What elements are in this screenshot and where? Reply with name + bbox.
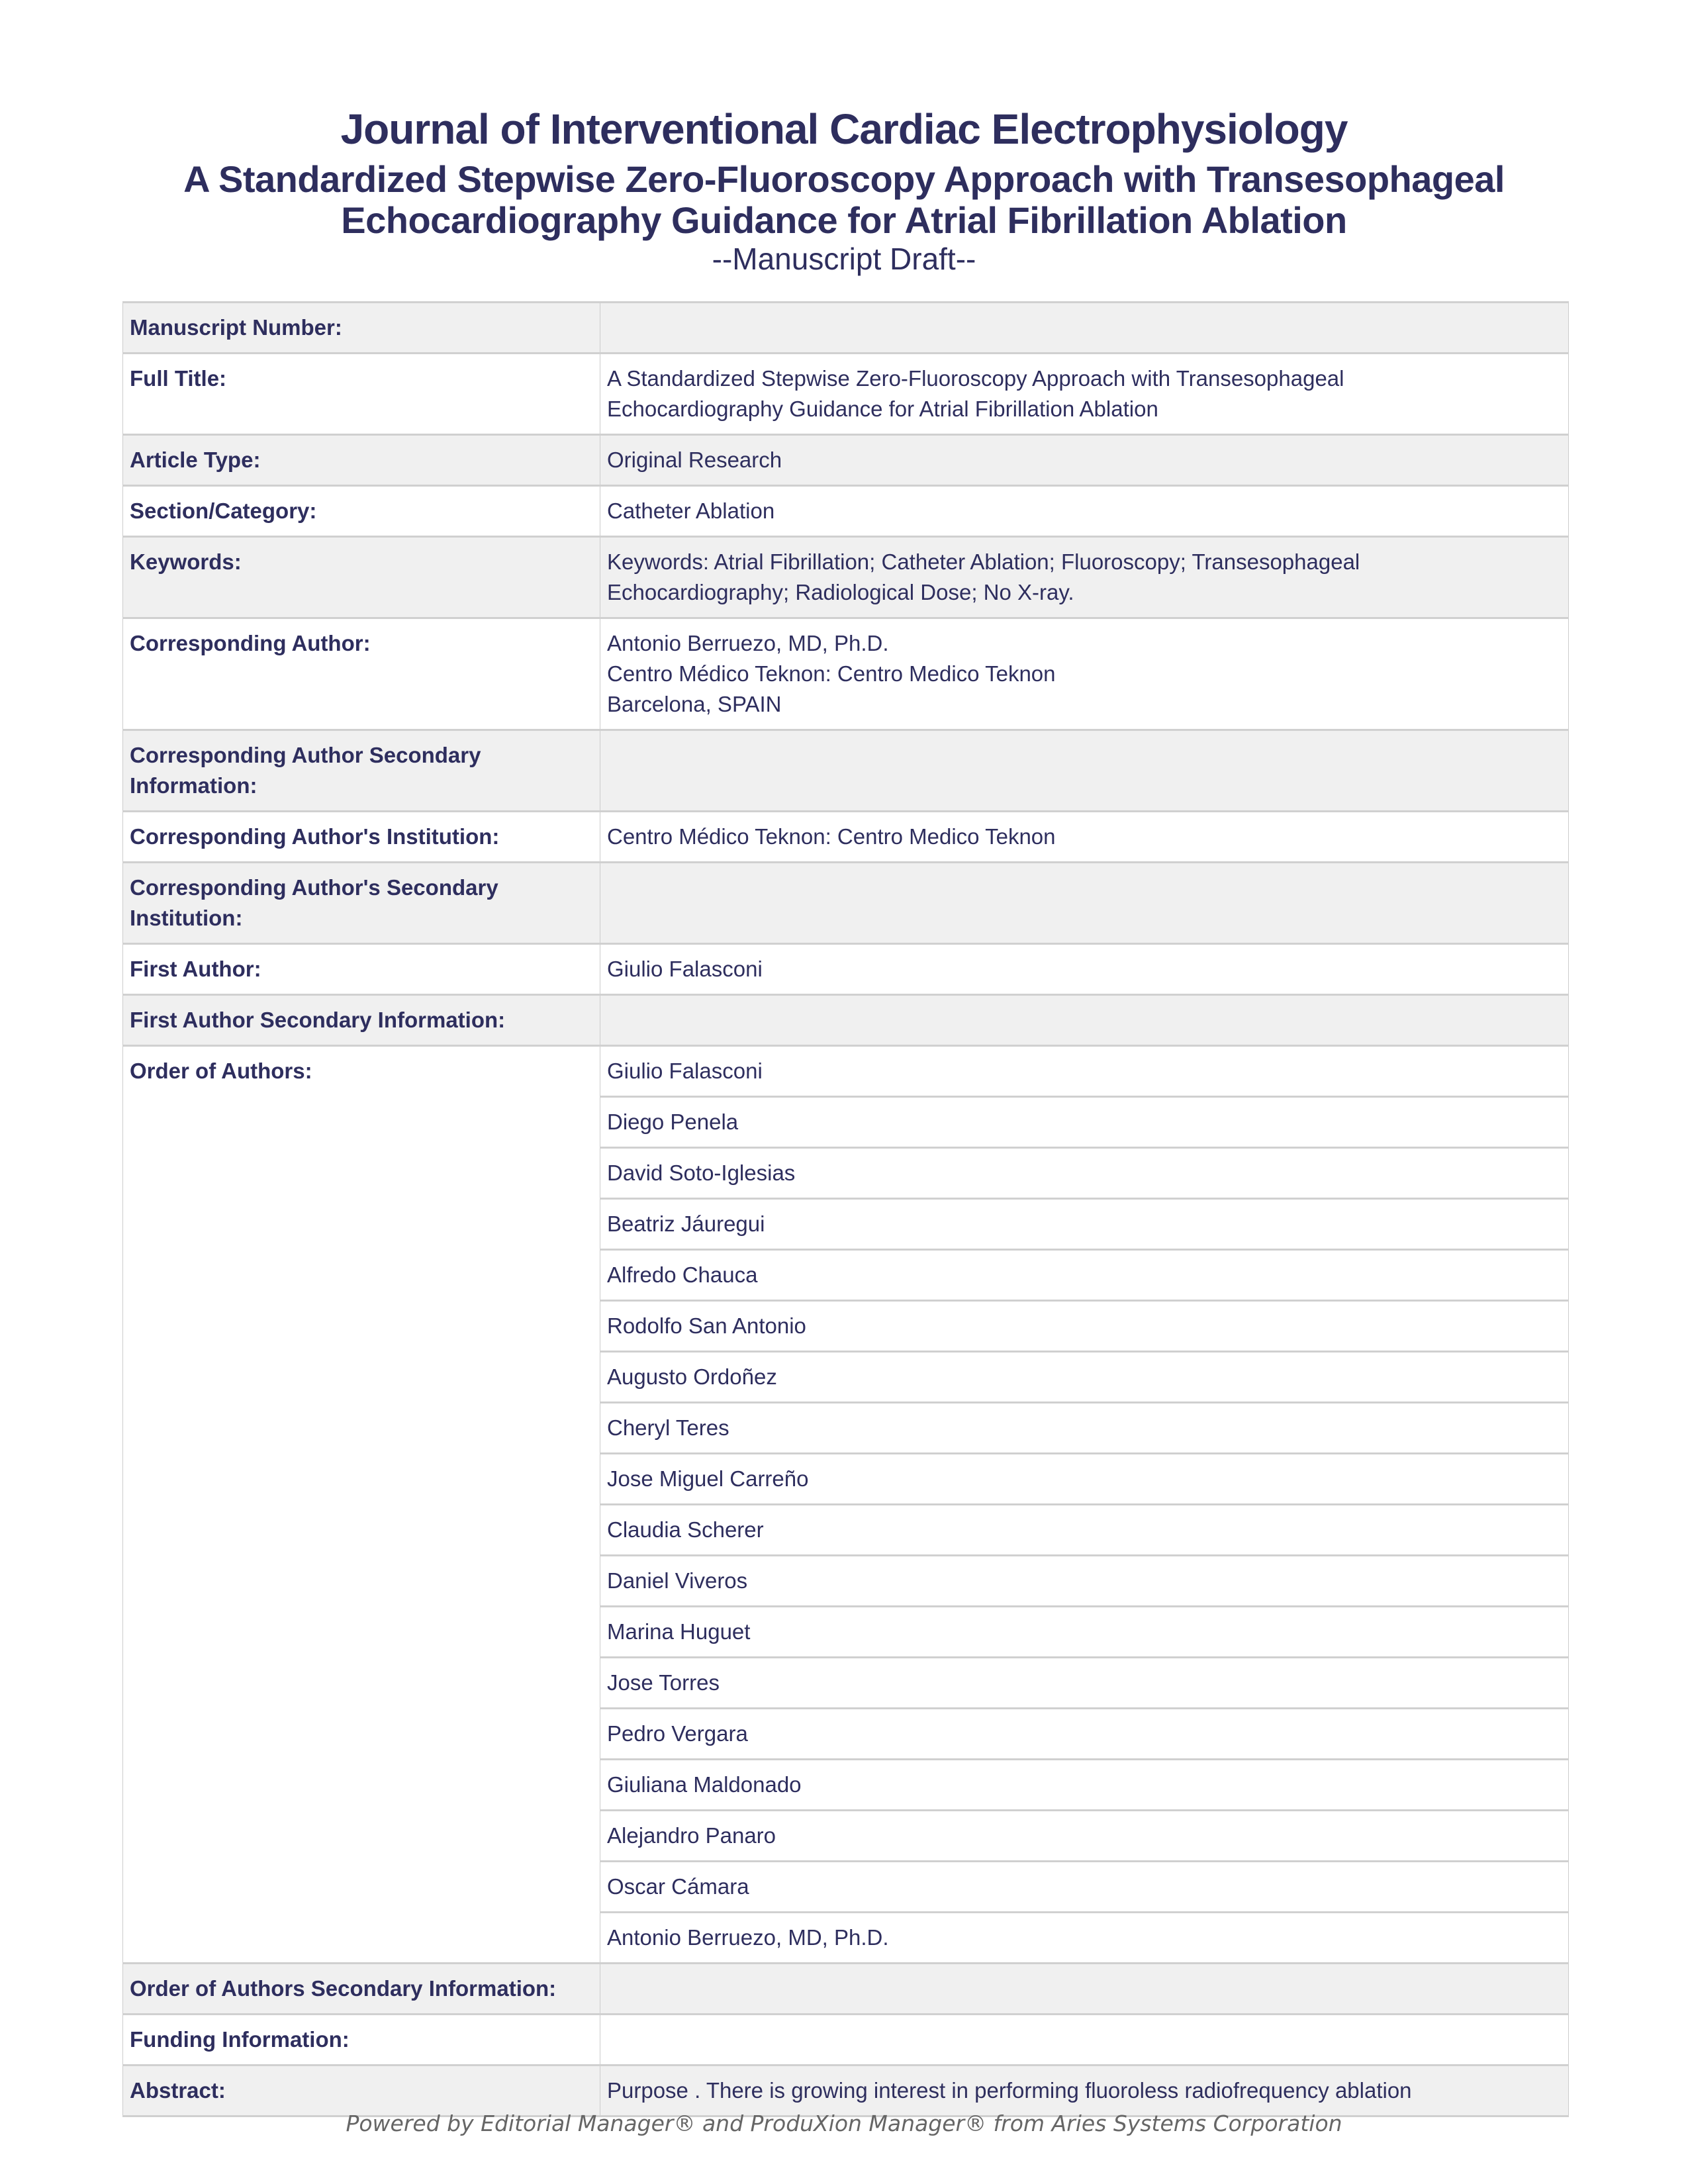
label: Full Title: (123, 354, 600, 435)
title-line: A Standardized Stepwise Zero-Fluoroscopy Approach with Transesophageal (183, 158, 1505, 200)
value (600, 537, 1569, 618)
row-keywords (123, 537, 1569, 618)
journal-name: Journal of Interventional Cardiac Electrophysiology (340, 105, 1348, 153)
title-line: Echocardiography Guidance for Atrial Fibrillation Ablation (341, 199, 1347, 241)
author-name: Rodolfo San Antonio (600, 1301, 1569, 1352)
author-name: David Soto-Iglesias (600, 1148, 1569, 1199)
value-line: A Standardized Stepwise Zero-Fluoroscopy Approach with Transesophageal (607, 366, 1344, 391)
label: Order of Authors Secondary Information: (123, 1964, 600, 2015)
label: Keywords: (123, 537, 600, 618)
value (600, 1964, 1569, 2015)
value: Purpose . There is growing interest in performing fluoroless radiofrequency ablation (600, 2065, 1569, 2116)
author-name: Beatriz Jáuregui (600, 1199, 1569, 1250)
label: Section/Category: (123, 486, 600, 537)
label: First Author Secondary Information: (123, 995, 600, 1046)
label-line: Corresponding Author Secondary (130, 743, 481, 767)
row-manuscript-number (123, 303, 1569, 354)
author-name: Giulio Falasconi (600, 1046, 1569, 1097)
author-name: Daniel Viveros (600, 1556, 1569, 1607)
row-corresponding-author (123, 618, 1569, 730)
row-section (123, 486, 1569, 537)
row-oa-secondary (123, 1964, 1569, 2015)
row-ca-secondary-institution (123, 863, 1569, 944)
label-line: Institution: (130, 906, 243, 930)
value: Centro Médico Teknon: Centro Medico Teknon (600, 812, 1569, 863)
label: Abstract: (123, 2065, 600, 2116)
value: Original Research (600, 435, 1569, 486)
author-name: Giuliana Maldonado (600, 1760, 1569, 1811)
row-funding (123, 2015, 1569, 2065)
row-ca-institution (123, 812, 1569, 863)
value-line: Echocardiography Guidance for Atrial Fibrillation Ablation (607, 397, 1158, 421)
value: Giulio Falasconi (600, 944, 1569, 995)
row-article-type (123, 435, 1569, 486)
label: First Author: (123, 944, 600, 995)
row-fa-secondary (123, 995, 1569, 1046)
author-name: Oscar Cámara (600, 1862, 1569, 1913)
author-name: Alejandro Panaro (600, 1811, 1569, 1862)
value-line: Keywords: Atrial Fibrillation; Catheter Ablation; Fluoroscopy; Transesophageal (607, 549, 1360, 574)
author-name: Claudia Scherer (600, 1505, 1569, 1556)
author-name: Cheryl Teres (600, 1403, 1569, 1454)
value (600, 2015, 1569, 2065)
author-name: Marina Huguet (600, 1607, 1569, 1658)
author-name: Pedro Vergara (600, 1709, 1569, 1760)
row-ca-secondary (123, 730, 1569, 812)
footer-credit: Powered by Editorial Manager® and ProduXion Manager® from Aries Systems Corporation (346, 2111, 1342, 2136)
label (123, 730, 600, 812)
value (600, 730, 1569, 812)
value (600, 618, 1569, 730)
label-line: Corresponding Author's Secondary (130, 875, 498, 900)
author-name: Antonio Berruezo, MD, Ph.D. (600, 1913, 1569, 1964)
author-name: Alfredo Chauca (600, 1250, 1569, 1301)
manuscript-title (0, 159, 1688, 241)
value-line: Centro Médico Teknon: Centro Medico Teknon (607, 661, 1056, 686)
row-first-author (123, 944, 1569, 995)
author-name: Jose Miguel Carreño (600, 1454, 1569, 1505)
author-name: Jose Torres (600, 1658, 1569, 1709)
label: Funding Information: (123, 2015, 600, 2065)
value-line: Antonio Berruezo, MD, Ph.D. (607, 631, 889, 655)
draft-label: --Manuscript Draft-- (712, 242, 976, 276)
label: Article Type: (123, 435, 600, 486)
value: Catheter Ablation (600, 486, 1569, 537)
author-name: Diego Penela (600, 1097, 1569, 1148)
row-order-of-authors (123, 1046, 1569, 1097)
value (600, 303, 1569, 354)
row-full-title (123, 354, 1569, 435)
label: Corresponding Author: (123, 618, 600, 730)
row-abstract (123, 2065, 1569, 2116)
value-line: Barcelona, SPAIN (607, 692, 782, 716)
author-name: Augusto Ordoñez (600, 1352, 1569, 1403)
value (600, 995, 1569, 1046)
label (123, 863, 600, 944)
manuscript-info-table (122, 301, 1569, 2117)
label: Corresponding Author's Institution: (123, 812, 600, 863)
value (600, 863, 1569, 944)
label: Manuscript Number: (123, 303, 600, 354)
value-line: Echocardiography; Radiological Dose; No X-ray. (607, 580, 1074, 604)
label: Order of Authors: (123, 1046, 600, 1964)
label-line: Information: (130, 773, 258, 798)
value (600, 354, 1569, 435)
